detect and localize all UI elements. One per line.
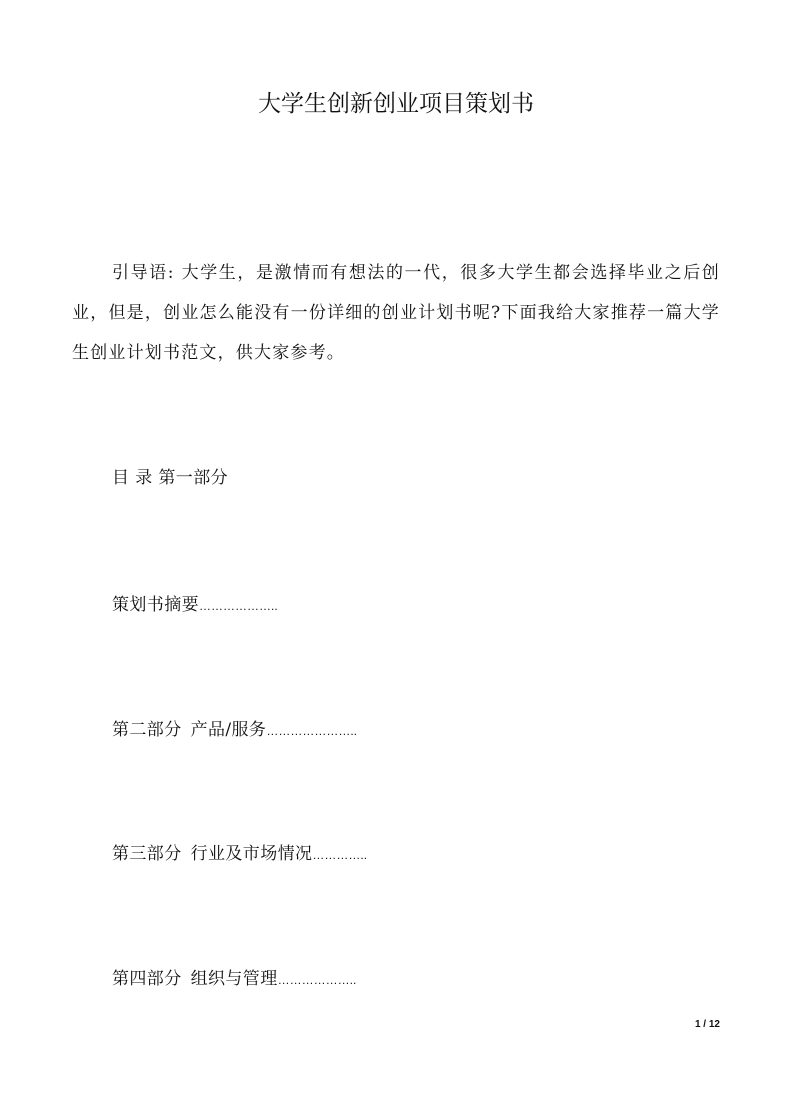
toc-part-label: 第三部分 bbox=[112, 844, 182, 864]
toc-heading bbox=[112, 464, 228, 492]
toc-item-title: 策划书摘要 bbox=[112, 595, 199, 615]
document-title: 大学生创新创业项目策划书 bbox=[258, 91, 534, 117]
toc-heading-text: 目 录 第一部分 bbox=[112, 468, 229, 488]
toc-item-organization bbox=[112, 965, 356, 994]
page-number: 1 / 12 bbox=[694, 1019, 720, 1030]
toc-item-summary bbox=[112, 591, 278, 620]
toc-item-products bbox=[112, 716, 357, 745]
toc-item-title: 产品/服务 bbox=[190, 720, 267, 740]
toc-dots: ………………….. bbox=[266, 724, 358, 738]
toc-dots: ………….. bbox=[312, 848, 368, 862]
intro-paragraph: 引导语: 大学生，是激情而有想法的一代，很多大学生都会选择毕业之后创业，但是，创业怎么能没有一份详细的创业计划书呢?下面我给大家推荐一篇大学生创业计划书范文，供大家参考。 bbox=[72, 263, 720, 363]
toc-part-label: 第四部分 bbox=[112, 969, 182, 989]
toc-dots: ……………….. bbox=[277, 973, 357, 987]
toc-item-title: 组织与管理 bbox=[190, 969, 278, 989]
toc-part-label: 第二部分 bbox=[112, 720, 182, 740]
toc-dots: ……………….. bbox=[199, 599, 278, 613]
toc-item-title: 行业及市场情况 bbox=[190, 844, 313, 864]
toc-item-market bbox=[112, 840, 367, 869]
